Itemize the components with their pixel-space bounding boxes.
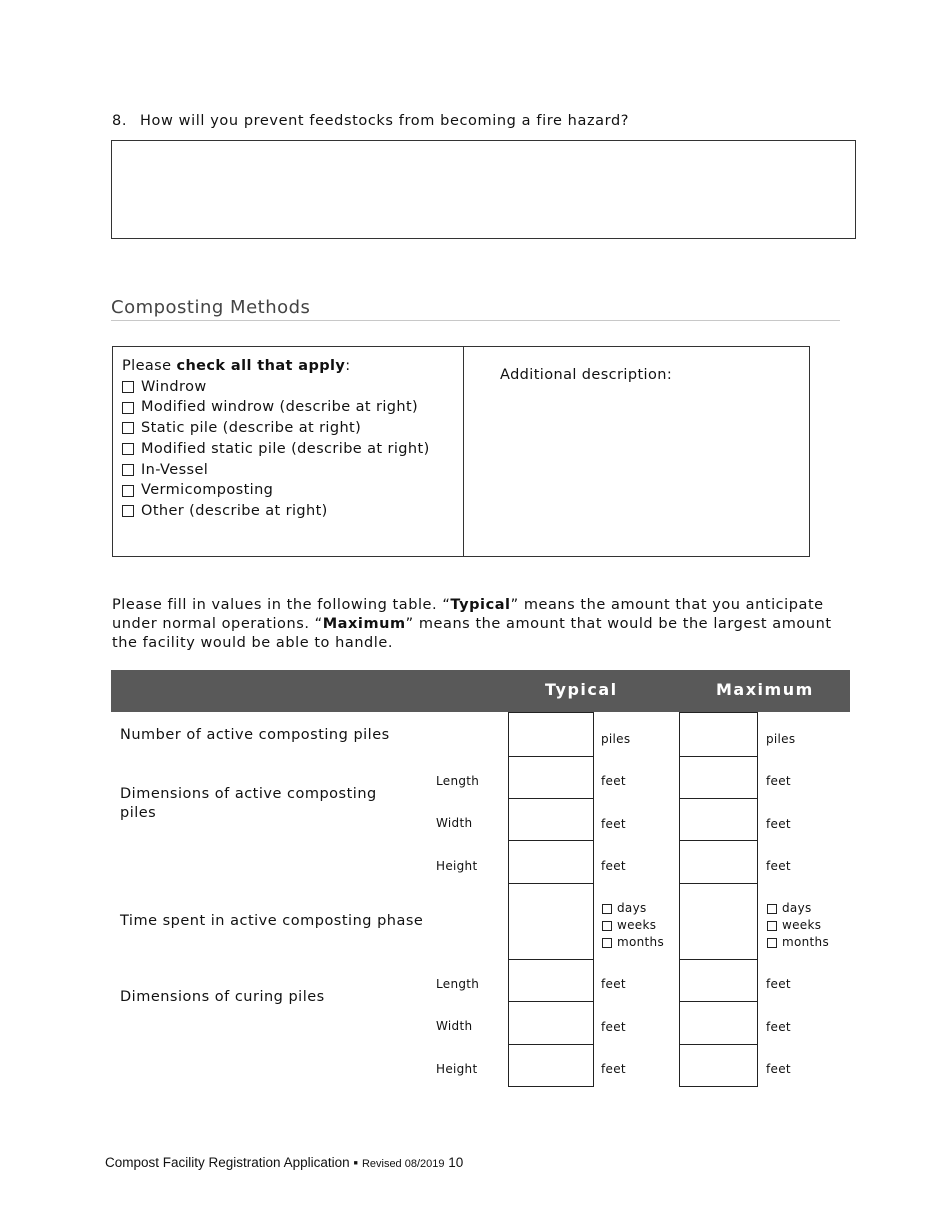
footer-bullet: ▪ — [353, 1155, 359, 1170]
typical-curing-width-input[interactable] — [508, 1001, 594, 1045]
maximum-active-width-unit: feet — [766, 817, 791, 831]
typical-time-active-input[interactable] — [508, 883, 594, 960]
footer-title: Compost Facility Registration Application — [105, 1155, 350, 1170]
curing-width-label: Width — [436, 1019, 473, 1033]
maximum-active-width-input[interactable] — [679, 798, 758, 841]
method-option-in-vessel[interactable]: In-Vessel — [122, 460, 463, 481]
additional-description-label: Additional description: — [500, 367, 673, 383]
maximum-active-height-unit: feet — [766, 859, 791, 873]
checkbox-icon[interactable] — [602, 904, 612, 914]
method-option-modified-static-pile[interactable]: Modified static pile (describe at right) — [122, 439, 463, 460]
typical-curing-height-unit: feet — [601, 1062, 626, 1076]
checkbox-icon[interactable] — [767, 904, 777, 914]
active-width-label: Width — [436, 816, 473, 830]
active-height-label: Height — [436, 859, 478, 873]
question-number: 8. — [112, 113, 128, 129]
maximum-time-units — [767, 900, 829, 951]
typical-curing-height-input[interactable] — [508, 1044, 594, 1087]
checkbox-icon[interactable] — [602, 921, 612, 931]
maximum-curing-length-input[interactable] — [679, 959, 758, 1002]
checkbox-icon[interactable] — [122, 485, 134, 497]
maximum-curing-height-unit: feet — [766, 1062, 791, 1076]
table-instructions: Please fill in values in the following table. “Typical” means the amount that you anticipate under normal operations. “Maximum” means the amount that would be the largest amount the facility would be able to handle. — [112, 597, 832, 652]
additional-description-field[interactable] — [464, 347, 809, 556]
typical-active-height-input[interactable] — [508, 840, 594, 884]
typical-active-width-input[interactable] — [508, 798, 594, 841]
typical-unit-weeks[interactable]: weeks — [602, 917, 664, 934]
time-active-label: Time spent in active composting phase — [120, 913, 424, 929]
maximum-active-length-input[interactable] — [679, 756, 758, 799]
typical-curing-length-input[interactable] — [508, 959, 594, 1002]
checkbox-icon[interactable] — [122, 443, 134, 455]
table-header — [111, 670, 850, 712]
maximum-term: Maximum — [322, 616, 406, 633]
maximum-unit-months[interactable]: months — [767, 934, 829, 951]
typical-header: Typical — [545, 680, 618, 699]
typical-unit-days[interactable]: days — [602, 900, 664, 917]
checkbox-icon[interactable] — [767, 921, 777, 931]
typical-active-length-unit: feet — [601, 774, 626, 788]
methods-checklist — [113, 347, 464, 556]
typical-piles-unit: piles — [601, 732, 631, 746]
composting-methods-box — [112, 346, 810, 557]
maximum-unit-days[interactable]: days — [767, 900, 829, 917]
active-dimensions-label: Dimensions of active composting piles — [120, 786, 377, 821]
question-8 — [112, 113, 629, 129]
typical-time-units — [602, 900, 664, 951]
methods-instruction: Please check all that apply: — [122, 358, 351, 374]
maximum-unit-weeks[interactable]: weeks — [767, 917, 829, 934]
method-option-static-pile[interactable]: Static pile (describe at right) — [122, 418, 463, 439]
typical-unit-months[interactable]: months — [602, 934, 664, 951]
typical-active-length-input[interactable] — [508, 756, 594, 799]
method-option-vermicomposting[interactable]: Vermicomposting — [122, 480, 463, 501]
maximum-curing-length-unit: feet — [766, 977, 791, 991]
fire-hazard-answer-field[interactable] — [111, 140, 856, 239]
maximum-curing-width-unit: feet — [766, 1020, 791, 1034]
section-divider — [111, 320, 840, 321]
curing-height-label: Height — [436, 1062, 478, 1076]
active-length-label: Length — [436, 774, 480, 788]
checkbox-icon[interactable] — [122, 381, 134, 393]
checkbox-icon[interactable] — [767, 938, 777, 948]
checkbox-icon[interactable] — [122, 422, 134, 434]
typical-curing-width-unit: feet — [601, 1020, 626, 1034]
typical-active-piles-input[interactable] — [508, 712, 594, 757]
checkbox-icon[interactable] — [602, 938, 612, 948]
maximum-active-piles-input[interactable] — [679, 712, 758, 757]
maximum-header: Maximum — [716, 680, 814, 699]
question-text: How will you prevent feedstocks from becoming a fire hazard? — [140, 113, 630, 129]
active-piles-label: Number of active composting piles — [120, 727, 390, 743]
page-footer — [105, 1155, 463, 1170]
method-option-windrow[interactable]: Windrow — [122, 377, 463, 398]
section-title: Composting Methods — [111, 297, 311, 318]
checkbox-icon[interactable] — [122, 505, 134, 517]
maximum-piles-unit: piles — [766, 732, 796, 746]
typical-term: Typical — [450, 597, 511, 613]
checkbox-icon[interactable] — [122, 464, 134, 476]
maximum-curing-width-input[interactable] — [679, 1001, 758, 1045]
maximum-time-active-input[interactable] — [679, 883, 758, 960]
typical-active-height-unit: feet — [601, 859, 626, 873]
checkbox-icon[interactable] — [122, 402, 134, 414]
maximum-active-length-unit: feet — [766, 774, 791, 788]
maximum-active-height-input[interactable] — [679, 840, 758, 884]
footer-revised: Revised 08/2019 — [361, 1158, 445, 1170]
typical-active-width-unit: feet — [601, 817, 626, 831]
curing-dimensions-label: Dimensions of curing piles — [120, 989, 325, 1005]
typical-curing-length-unit: feet — [601, 977, 626, 991]
curing-length-label: Length — [436, 977, 480, 991]
maximum-curing-height-input[interactable] — [679, 1044, 758, 1087]
method-option-modified-windrow[interactable]: Modified windrow (describe at right) — [122, 397, 463, 418]
page-number: 10 — [448, 1155, 464, 1170]
method-option-other[interactable]: Other (describe at right) — [122, 501, 463, 522]
instruction-bold: check all that apply — [176, 358, 346, 374]
